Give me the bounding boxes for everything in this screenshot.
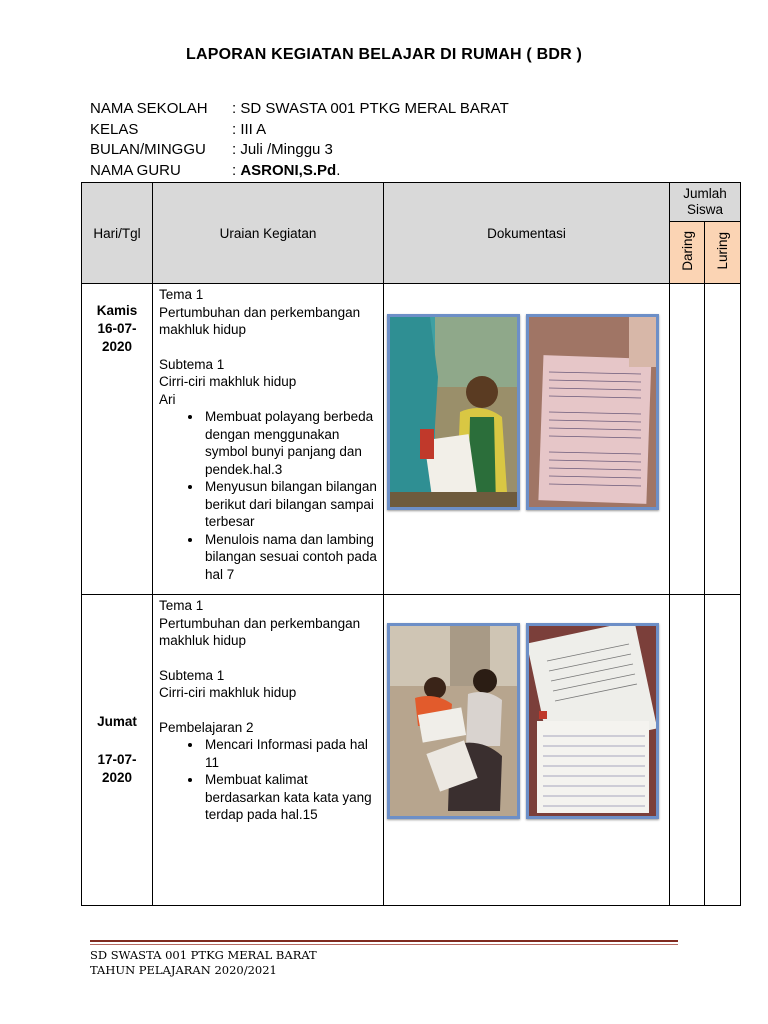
- photo-books: [526, 623, 659, 819]
- photo-parent-child: [387, 623, 520, 819]
- header-row-1: [82, 183, 741, 222]
- tema-label: Tema 1: [159, 287, 204, 302]
- online-count-cell: [670, 284, 705, 595]
- report-title: LAPORAN KEGIATAN BELAJAR DI RUMAH ( BDR ): [185, 46, 583, 63]
- header-documentation: Dokumentasi: [384, 183, 670, 284]
- teacher-name: ASRONI,S.Pd: [240, 161, 337, 179]
- photo-worksheet: [526, 314, 659, 510]
- list-item: • Mencari Informasi pada hal 11: [203, 736, 377, 771]
- photo-pair: [387, 623, 659, 819]
- subtema-title: Cirri-ciri makhluk hidup: [159, 374, 297, 389]
- header-day: Hari/Tgl: [82, 183, 153, 284]
- header-offline: [705, 222, 741, 284]
- class-value: : III A: [232, 120, 267, 138]
- teacher-label: NAMA GURU: [90, 161, 181, 179]
- day-name: Jumat: [97, 714, 137, 729]
- tema-label: Tema 1: [159, 598, 204, 613]
- school-label: NAMA SEKOLAH: [90, 100, 208, 117]
- header-activity: Uraian Kegiatan: [153, 183, 384, 284]
- day-cell: [82, 284, 153, 595]
- report-table: [81, 182, 741, 906]
- header-online-label: Daring: [679, 231, 695, 272]
- list-item: • Membuat polayang berbeda dengan menggunakan symbol bunyi panjang dan pendek.hal.3: [203, 408, 377, 478]
- extra-line: Pembelajaran 2: [159, 719, 254, 735]
- date-line-2: 2020: [101, 339, 133, 354]
- subtema-label: Subtema 1: [159, 667, 225, 683]
- date-line-2: 2020: [101, 770, 133, 785]
- teacher-row: [90, 161, 509, 182]
- month-label: BULAN/MINGGU: [90, 141, 206, 158]
- list-item: • Menyusun bilangan bilangan berikut dari bilangan sampai terbesar: [203, 478, 377, 531]
- documentation-cell: [384, 284, 670, 595]
- school-row: [90, 99, 509, 120]
- activity-cell: [153, 595, 384, 906]
- table-row: [82, 595, 741, 906]
- date-line-1: 17-07-: [97, 752, 137, 767]
- class-row: [90, 120, 509, 141]
- table-row: [82, 284, 741, 595]
- extra-line: Ari: [159, 391, 176, 407]
- activity-cell: [153, 284, 384, 595]
- list-item: • Membuat kalimat berdasarkan kata kata yang terdap pada hal.15: [203, 771, 377, 824]
- footer-line-2: TAHUN PELAJARAN 2020/2021: [90, 963, 277, 977]
- subtema-title: Cirri-ciri makhluk hidup: [159, 685, 297, 700]
- teacher-prefix: :: [232, 161, 241, 179]
- footer: [90, 948, 317, 978]
- list-item: • Menulois nama dan lambing bilangan sesuai contoh pada hal 7: [203, 531, 377, 584]
- photo-student-studying: [387, 314, 520, 510]
- header-online: [670, 222, 705, 284]
- header-offline-label: Luring: [715, 232, 730, 270]
- footer-rule: [90, 940, 678, 945]
- teacher-value-wrap: [232, 161, 340, 182]
- tema-title-1: Pertumbuhan dan perkembangan: [159, 304, 361, 320]
- offline-count-cell: [705, 284, 741, 595]
- month-value: : Juli /Minggu 3: [232, 141, 333, 158]
- footer-line-1: SD SWASTA 001 PTKG MERAL BARAT: [90, 948, 317, 962]
- day-name: Kamis: [96, 303, 138, 318]
- online-count-cell: [670, 595, 705, 906]
- tema-title-2: makhluk hidup: [159, 322, 247, 337]
- tema-title-1: Pertumbuhan dan perkembangan: [159, 615, 361, 631]
- day-cell: [82, 595, 153, 906]
- documentation-cell: [384, 595, 670, 906]
- header-students: Jumlah Siswa: [670, 183, 741, 222]
- tema-title-2: makhluk hidup: [159, 633, 247, 648]
- teacher-suffix: .: [336, 161, 341, 179]
- photo-pair: [387, 314, 659, 510]
- activity-list: [159, 408, 377, 583]
- month-row: [90, 140, 509, 161]
- activity-list: [159, 736, 377, 824]
- class-label: KELAS: [90, 120, 139, 138]
- school-info: [90, 99, 509, 181]
- date-line-1: 16-07-: [97, 321, 137, 336]
- offline-count-cell: [705, 595, 741, 906]
- subtema-label: Subtema 1: [159, 356, 225, 372]
- school-value: : SD SWASTA 001 PTKG MERAL BARAT: [232, 100, 509, 117]
